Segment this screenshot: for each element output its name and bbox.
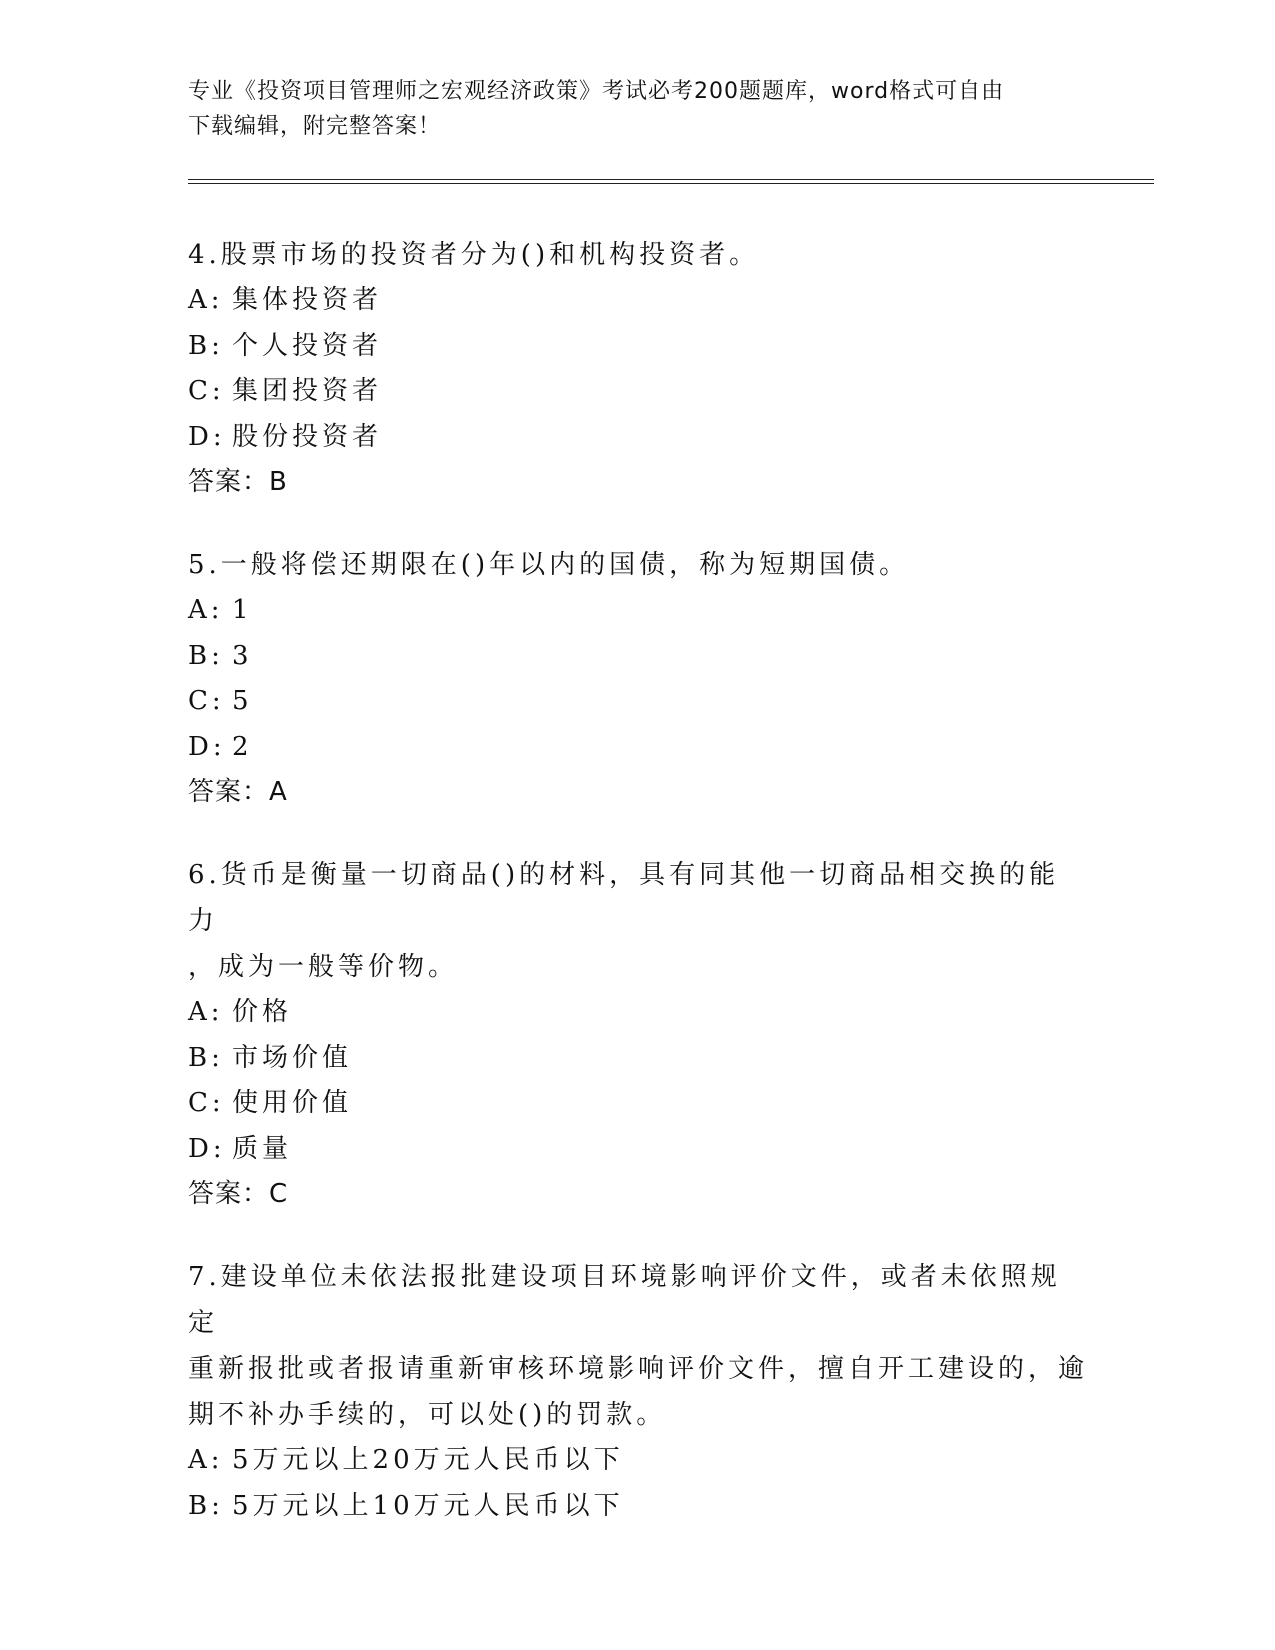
- option-text: 2: [232, 731, 253, 762]
- option-b: [188, 634, 1088, 680]
- header-line-2: 下载编辑，附完整答案！: [188, 114, 442, 139]
- option-key: A:: [188, 1445, 224, 1475]
- option-text: 5万元以上20万元人民币以下: [232, 1445, 624, 1475]
- option-key: C:: [188, 686, 225, 716]
- question-stem: ，成为一般等价物。: [188, 952, 459, 982]
- option-text: 1: [232, 595, 253, 625]
- option-text: 股份投资者: [232, 421, 383, 452]
- answer-line: 答案：C: [188, 1179, 289, 1209]
- question-list: [188, 232, 1088, 1567]
- option-key: B:: [188, 1042, 224, 1073]
- option-key: D:: [188, 731, 226, 762]
- header-divider-top: [188, 179, 1154, 180]
- option-text: 集体投资者: [232, 285, 383, 315]
- document-header: [188, 74, 1068, 144]
- answer-line: 答案：B: [188, 467, 288, 497]
- question-stem: 7.建设单位未依法报批建设项目环境影响评价文件，或者未依照规定: [188, 1262, 1061, 1338]
- option-key: C:: [188, 1088, 225, 1118]
- option-text: 质量: [232, 1133, 293, 1164]
- option-text: 集团投资者: [232, 376, 383, 406]
- option-b: [188, 324, 1088, 370]
- question-stem: 4.股票市场的投资者分为()和机构投资者。: [188, 240, 760, 270]
- option-key: A:: [188, 997, 224, 1027]
- option-text: 5: [232, 686, 253, 716]
- answer-line: 答案：A: [188, 777, 288, 807]
- option-d: [188, 415, 1088, 461]
- header-divider-bottom: [188, 183, 1154, 184]
- option-key: D:: [188, 421, 226, 452]
- option-key: B:: [188, 330, 224, 361]
- option-c: [188, 1081, 1088, 1127]
- option-text: 价格: [232, 997, 293, 1027]
- option-text: 5万元以上10万元人民币以下: [232, 1490, 624, 1521]
- option-a: [188, 990, 1088, 1036]
- question-stem: 期不补办手续的，可以处()的罚款。: [188, 1400, 667, 1430]
- question-stem: 重新报批或者报请重新审核环境影响评价文件，擅自开工建设的，逾: [188, 1354, 1089, 1384]
- header-line-1: 专业《投资项目管理师之宏观经济政策》考试必考200题题库，word格式可自由: [188, 79, 1005, 104]
- option-c: [188, 679, 1088, 725]
- option-a: [188, 588, 1088, 634]
- option-d: [188, 725, 1088, 771]
- question-6: [188, 852, 1088, 1216]
- option-a: [188, 1438, 1088, 1484]
- option-key: A:: [188, 285, 224, 315]
- question-7: [188, 1254, 1088, 1529]
- option-a: [188, 278, 1088, 324]
- question-stem: 6.货币是衡量一切商品()的材料，具有同其他一切商品相交换的能力: [188, 860, 1060, 936]
- option-key: C:: [188, 376, 225, 406]
- option-key: B:: [188, 640, 224, 671]
- option-key: D:: [188, 1133, 226, 1164]
- option-b: [188, 1484, 1088, 1530]
- option-text: 市场价值: [232, 1042, 353, 1073]
- option-b: [188, 1036, 1088, 1082]
- option-text: 个人投资者: [232, 330, 383, 361]
- option-key: B:: [188, 1490, 224, 1521]
- option-text: 使用价值: [232, 1088, 353, 1118]
- question-4: [188, 232, 1088, 504]
- question-5: [188, 542, 1088, 814]
- option-text: 3: [232, 640, 253, 671]
- option-c: [188, 369, 1088, 415]
- option-key: A:: [188, 595, 224, 625]
- question-stem: 5.一般将偿还期限在()年以内的国债，称为短期国债。: [188, 550, 910, 580]
- option-d: [188, 1127, 1088, 1173]
